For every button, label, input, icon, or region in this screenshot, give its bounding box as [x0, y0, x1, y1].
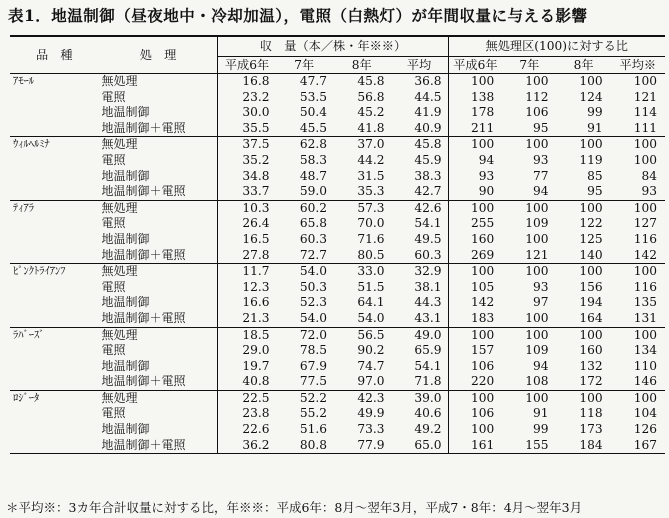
- ratio-cell: 116: [633, 279, 657, 294]
- yield-table: [10, 35, 665, 454]
- yield-cell: 64.1: [357, 295, 385, 310]
- table-title: 表1．地温制御（昼夜地中・冷却加温），電照（白熱灯）が年間収量に与える影響: [8, 6, 588, 25]
- yield-cell: 45.9: [391, 153, 449, 169]
- ratio-cell: 100: [611, 327, 665, 343]
- ratio-cell: 77: [532, 168, 549, 183]
- ratio-cell: 173: [579, 422, 603, 437]
- ratio-cell: 94: [532, 184, 549, 199]
- variety-name: ﾃｨｱﾗ: [10, 200, 99, 263]
- ratio-cell: 84: [641, 168, 657, 183]
- yield-cell: 52.3: [299, 295, 328, 310]
- ratio-cell: 178: [470, 105, 495, 120]
- ratio-cell: 161: [470, 437, 495, 452]
- table-body: [10, 74, 665, 454]
- header-ratio-col: 8年: [556, 57, 610, 74]
- yield-cell: 53.5: [299, 89, 328, 104]
- yield-cell: 62.8: [276, 137, 334, 153]
- yield-cell: 47.7: [276, 74, 334, 90]
- yield-cell: 16.5: [242, 231, 270, 246]
- yield-cell: 42.3: [333, 390, 391, 406]
- ratio-cell: 134: [633, 343, 657, 358]
- yield-cell: 40.6: [391, 406, 449, 422]
- ratio-cell: 90: [478, 184, 495, 199]
- yield-cell: 65.9: [391, 343, 449, 359]
- variety-name: ﾋﾟﾝｸﾄﾗｲｱﾝﾌ: [10, 264, 99, 327]
- yield-cell: 54.1: [391, 359, 449, 375]
- yield-cell: 44.5: [391, 90, 449, 106]
- ratio-cell: 132: [579, 358, 603, 373]
- ratio-cell: 93: [641, 184, 657, 199]
- treatment-cell: 地温制御＋電照: [99, 184, 218, 200]
- ratio-cell: 142: [470, 295, 495, 310]
- yield-cell: 38.1: [391, 280, 449, 296]
- yield-cell: 33.7: [242, 184, 270, 199]
- yield-cell: 30.0: [242, 105, 270, 120]
- table-row: [10, 153, 665, 169]
- yield-cell: 57.3: [333, 200, 391, 216]
- table-row: [10, 438, 665, 454]
- ratio-cell: 172: [579, 374, 603, 389]
- table-row: [10, 359, 665, 375]
- yield-cell: 60.3: [299, 231, 328, 246]
- ratio-cell: 146: [633, 374, 657, 389]
- yield-cell: 23.2: [242, 89, 270, 104]
- table-row: [10, 121, 665, 137]
- yield-cell: 49.5: [391, 232, 449, 248]
- treatment-cell: 地温制御: [99, 105, 218, 121]
- table-row: [10, 406, 665, 422]
- treatment-cell: 地温制御: [99, 169, 218, 185]
- treatment-cell: 無処理: [99, 390, 218, 406]
- header-ratio-col: 7年: [502, 57, 556, 74]
- yield-cell: 54.0: [276, 264, 334, 280]
- ratio-cell: 127: [633, 216, 657, 231]
- ratio-cell: 100: [611, 74, 665, 90]
- ratio-cell: 100: [448, 390, 502, 406]
- treatment-cell: 無処理: [99, 264, 218, 280]
- ratio-cell: 106: [470, 358, 495, 373]
- ratio-cell: 184: [579, 437, 603, 452]
- yield-cell: 36.2: [242, 437, 270, 452]
- ratio-cell: 100: [611, 137, 665, 153]
- table-row: [10, 200, 665, 216]
- yield-cell: 35.3: [357, 184, 385, 199]
- yield-cell: 19.7: [242, 358, 270, 373]
- header-yield-col: 8年: [333, 57, 391, 74]
- table-row: [10, 327, 665, 343]
- yield-cell: 16.6: [242, 295, 270, 310]
- ratio-cell: 100: [633, 152, 657, 167]
- yield-cell: 49.0: [391, 327, 449, 343]
- table-row: [10, 280, 665, 296]
- variety-name: ﾗﾊﾞｰｽﾞ: [10, 327, 99, 390]
- ratio-cell: 110: [633, 358, 657, 373]
- variety-name: ｳｨﾙﾍﾙﾐﾅ: [10, 137, 99, 200]
- header-ratio-group: 無処理区(100)に対する比: [448, 36, 665, 57]
- yield-cell: 54.1: [391, 216, 449, 232]
- yield-cell: 36.8: [391, 74, 449, 90]
- yield-cell: 77.9: [357, 437, 385, 452]
- header-ratio-col: 平成6年: [448, 57, 502, 74]
- ratio-cell: 100: [556, 327, 610, 343]
- yield-cell: 50.4: [299, 105, 328, 120]
- yield-cell: 12.3: [242, 279, 270, 294]
- yield-cell: 38.3: [391, 169, 449, 185]
- ratio-cell: 100: [502, 264, 556, 280]
- ratio-cell: 93: [532, 152, 549, 167]
- ratio-cell: 100: [556, 390, 610, 406]
- table-row: [10, 390, 665, 406]
- yield-cell: 44.3: [391, 295, 449, 311]
- yield-cell: 39.0: [391, 390, 449, 406]
- yield-cell: 35.2: [242, 152, 270, 167]
- ratio-cell: 95: [587, 184, 603, 199]
- treatment-cell: 電照: [99, 280, 218, 296]
- table-row: [10, 343, 665, 359]
- ratio-cell: 111: [633, 120, 657, 135]
- ratio-cell: 155: [525, 437, 549, 452]
- yield-cell: 72.7: [299, 247, 328, 262]
- yield-cell: 59.0: [299, 184, 328, 199]
- yield-cell: 80.8: [299, 437, 328, 452]
- yield-cell: 42.7: [391, 184, 449, 200]
- ratio-cell: 126: [633, 422, 657, 437]
- treatment-cell: 地温制御: [99, 359, 218, 375]
- yield-cell: 54.0: [299, 310, 328, 325]
- yield-cell: 49.9: [357, 406, 385, 421]
- yield-cell: 67.9: [299, 358, 328, 373]
- header-treatment: 処 理: [99, 36, 218, 74]
- header-variety: 品 種: [35, 47, 73, 62]
- treatment-cell: 地温制御＋電照: [99, 248, 218, 264]
- treatment-cell: 地温制御＋電照: [99, 438, 218, 454]
- ratio-cell: 100: [470, 422, 495, 437]
- yield-cell: 58.3: [299, 152, 328, 167]
- yield-cell: 90.2: [357, 343, 385, 358]
- ratio-cell: 122: [579, 216, 603, 231]
- ratio-cell: 156: [579, 279, 603, 294]
- yield-cell: 35.5: [242, 120, 270, 135]
- ratio-cell: 100: [611, 264, 665, 280]
- yield-cell: 80.5: [357, 247, 385, 262]
- yield-cell: 41.9: [391, 105, 449, 121]
- table-row: [10, 232, 665, 248]
- ratio-cell: 131: [633, 310, 657, 325]
- ratio-cell: 100: [448, 264, 502, 280]
- treatment-cell: 地温制御＋電照: [99, 374, 218, 390]
- ratio-cell: 100: [525, 231, 549, 246]
- yield-cell: 40.8: [242, 374, 270, 389]
- header-ratio-col: 平均※: [611, 57, 665, 74]
- yield-cell: 51.5: [357, 279, 385, 294]
- ratio-cell: 85: [587, 168, 603, 183]
- table-row: [10, 216, 665, 232]
- ratio-cell: 220: [470, 374, 495, 389]
- ratio-cell: 104: [633, 406, 657, 421]
- table-row: [10, 90, 665, 106]
- yield-cell: 74.7: [357, 358, 385, 373]
- ratio-cell: 93: [478, 168, 495, 183]
- ratio-cell: 157: [470, 343, 495, 358]
- yield-cell: 34.8: [242, 168, 270, 183]
- yield-cell: 27.8: [242, 247, 270, 262]
- variety-name: ｱﾓｰﾙ: [10, 74, 99, 137]
- yield-cell: 65.8: [299, 216, 328, 231]
- ratio-cell: 125: [579, 231, 603, 246]
- yield-cell: 51.6: [299, 422, 328, 437]
- yield-cell: 16.8: [218, 74, 276, 90]
- yield-cell: 21.3: [242, 310, 270, 325]
- yield-cell: 77.5: [299, 374, 328, 389]
- ratio-cell: 112: [525, 89, 549, 104]
- treatment-cell: 電照: [99, 90, 218, 106]
- yield-cell: 60.2: [276, 200, 334, 216]
- header-yield-col: 平均: [391, 57, 449, 74]
- yield-cell: 71.8: [391, 374, 449, 390]
- ratio-cell: 91: [587, 120, 603, 135]
- table-row: [10, 169, 665, 185]
- ratio-cell: 100: [448, 137, 502, 153]
- yield-cell: 97.0: [357, 374, 385, 389]
- yield-cell: 45.8: [391, 137, 449, 153]
- ratio-cell: 99: [532, 422, 549, 437]
- ratio-cell: 255: [470, 216, 495, 231]
- treatment-cell: 電照: [99, 153, 218, 169]
- table-row: [10, 248, 665, 264]
- treatment-cell: 電照: [99, 216, 218, 232]
- treatment-cell: 地温制御＋電照: [99, 311, 218, 327]
- treatment-cell: 地温制御: [99, 422, 218, 438]
- ratio-cell: 167: [633, 437, 657, 452]
- ratio-cell: 106: [525, 105, 549, 120]
- treatment-cell: 地温制御＋電照: [99, 121, 218, 137]
- ratio-cell: 109: [525, 216, 549, 231]
- ratio-cell: 100: [502, 200, 556, 216]
- yield-cell: 37.0: [333, 137, 391, 153]
- ratio-cell: 119: [579, 152, 603, 167]
- yield-cell: 42.6: [391, 200, 449, 216]
- yield-cell: 40.9: [391, 121, 449, 137]
- ratio-cell: 100: [502, 390, 556, 406]
- yield-cell: 41.8: [357, 120, 385, 135]
- treatment-cell: 無処理: [99, 137, 218, 153]
- yield-cell: 54.0: [357, 310, 385, 325]
- treatment-cell: 無処理: [99, 327, 218, 343]
- ratio-cell: 100: [502, 137, 556, 153]
- yield-cell: 44.2: [357, 152, 385, 167]
- yield-cell: 26.4: [242, 216, 270, 231]
- yield-cell: 55.2: [299, 406, 328, 421]
- yield-cell: 70.0: [357, 216, 385, 231]
- table-row: [10, 105, 665, 121]
- treatment-cell: 無処理: [99, 74, 218, 90]
- yield-cell: 43.1: [391, 311, 449, 327]
- header-yield-col: 7年: [276, 57, 334, 74]
- ratio-cell: 211: [470, 120, 495, 135]
- ratio-cell: 135: [633, 295, 657, 310]
- ratio-cell: 94: [478, 152, 495, 167]
- yield-cell: 32.9: [391, 264, 449, 280]
- table-row: [10, 184, 665, 200]
- ratio-cell: 194: [579, 295, 603, 310]
- yield-cell: 49.2: [391, 422, 449, 438]
- yield-cell: 56.5: [333, 327, 391, 343]
- yield-cell: 33.0: [333, 264, 391, 280]
- ratio-cell: 109: [525, 343, 549, 358]
- ratio-cell: 100: [556, 200, 610, 216]
- ratio-cell: 91: [532, 406, 549, 421]
- table-row: [10, 295, 665, 311]
- header-yield-group: 収 量（本／株・年※※）: [218, 36, 448, 57]
- ratio-cell: 100: [502, 74, 556, 90]
- treatment-cell: 地温制御: [99, 232, 218, 248]
- yield-cell: 56.8: [357, 89, 385, 104]
- yield-cell: 72.0: [276, 327, 334, 343]
- yield-cell: 22.6: [242, 422, 270, 437]
- yield-cell: 18.5: [218, 327, 276, 343]
- ratio-cell: 100: [611, 390, 665, 406]
- header-yield-col: 平成6年: [218, 57, 276, 74]
- ratio-cell: 160: [470, 231, 495, 246]
- yield-cell: 22.5: [218, 390, 276, 406]
- ratio-cell: 114: [633, 105, 657, 120]
- ratio-cell: 94: [532, 358, 549, 373]
- ratio-cell: 93: [532, 279, 549, 294]
- treatment-cell: 地温制御: [99, 295, 218, 311]
- yield-cell: 50.3: [299, 279, 328, 294]
- ratio-cell: 116: [633, 231, 657, 246]
- yield-cell: 78.5: [299, 343, 328, 358]
- table-row: [10, 422, 665, 438]
- ratio-cell: 140: [579, 247, 603, 262]
- ratio-cell: 100: [448, 74, 502, 90]
- ratio-cell: 160: [579, 343, 603, 358]
- table-row: [10, 74, 665, 90]
- ratio-cell: 269: [470, 247, 495, 262]
- ratio-cell: 100: [525, 310, 549, 325]
- ratio-cell: 97: [532, 295, 549, 310]
- yield-cell: 65.0: [391, 438, 449, 454]
- ratio-cell: 100: [502, 327, 556, 343]
- yield-cell: 23.8: [242, 406, 270, 421]
- ratio-cell: 106: [470, 406, 495, 421]
- ratio-cell: 100: [556, 74, 610, 90]
- yield-cell: 73.3: [357, 422, 385, 437]
- ratio-cell: 164: [579, 310, 603, 325]
- ratio-cell: 105: [470, 279, 495, 294]
- ratio-cell: 100: [448, 327, 502, 343]
- ratio-cell: 100: [448, 200, 502, 216]
- yield-cell: 45.5: [299, 120, 328, 135]
- table-row: [10, 374, 665, 390]
- yield-cell: 31.5: [357, 168, 385, 183]
- yield-cell: 10.3: [218, 200, 276, 216]
- footnote: ＊平均※：3カ年合計収量に対する比，年※※：平成6年：8月～翌年3月，平成7・8年：4月～翌年3月: [6, 500, 583, 515]
- yield-cell: 48.7: [299, 168, 328, 183]
- yield-cell: 60.3: [391, 248, 449, 264]
- yield-cell: 29.0: [242, 343, 270, 358]
- treatment-cell: 電照: [99, 343, 218, 359]
- ratio-cell: 100: [556, 264, 610, 280]
- ratio-cell: 121: [525, 247, 549, 262]
- ratio-cell: 99: [587, 105, 603, 120]
- ratio-cell: 183: [470, 310, 495, 325]
- ratio-cell: 142: [633, 247, 657, 262]
- variety-name: ﾛｼﾞｰﾀ: [10, 390, 99, 453]
- table-row: [10, 264, 665, 280]
- ratio-cell: 100: [556, 137, 610, 153]
- yield-cell: 52.2: [276, 390, 334, 406]
- yield-cell: 37.5: [218, 137, 276, 153]
- ratio-cell: 124: [579, 89, 603, 104]
- treatment-cell: 電照: [99, 406, 218, 422]
- yield-cell: 71.6: [357, 231, 385, 246]
- yield-cell: 45.8: [333, 74, 391, 90]
- ratio-cell: 108: [525, 374, 549, 389]
- ratio-cell: 121: [633, 89, 657, 104]
- table-row: [10, 137, 665, 153]
- ratio-cell: 118: [579, 406, 603, 421]
- yield-cell: 11.7: [218, 264, 276, 280]
- treatment-cell: 無処理: [99, 200, 218, 216]
- ratio-cell: 95: [532, 120, 549, 135]
- yield-cell: 45.2: [357, 105, 385, 120]
- ratio-cell: 138: [470, 89, 495, 104]
- ratio-cell: 100: [611, 200, 665, 216]
- table-row: [10, 311, 665, 327]
